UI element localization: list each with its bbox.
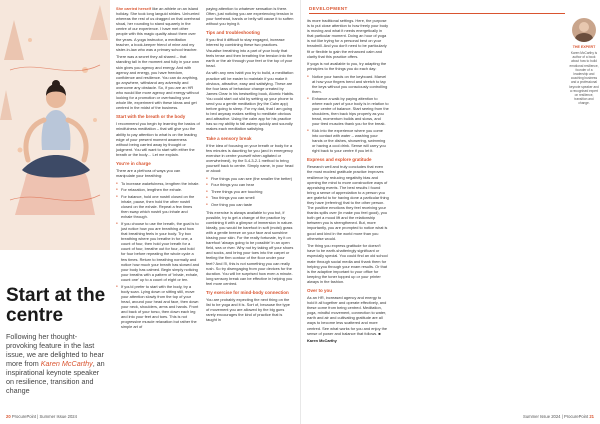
paragraph-text: like an athlete on an island holiday. She took long languid strides. Unhurried whereas the rest of us dragged on that overhead shoal, her rounding to stand squarely in the centre of our experience. I have met other people with this magic quality about them over the years. A yoga instructor, a meditation teacher, a book-keeper friend of mine and my sister-in-law who was a primary school teacher. (116, 6, 200, 52)
list-item: ● For balance, hold one nostril closed on the inhale, pause, then hold the other nostril closed on the exhale. Repeat a few times then swap which nostril you inhale and exhale through. (116, 194, 200, 219)
list-item: ● To increase wakefulness, lengthen the inhale. (116, 181, 200, 186)
body-paragraph (116, 168, 200, 178)
body-paragraph (307, 164, 389, 240)
subheading: Start with the breath or the body (116, 114, 186, 120)
list-item: ● Two things you can smell (206, 195, 294, 200)
article-column-4 (395, 18, 477, 398)
list-item: ● If you'd prefer to start with the body, try a body scan. Lying down or sitting still, move your attention slowly from the top of your head, around your head and face, then down your neck, shoulders, arms and hands. Front and back of your torso, then down each leg and into your feet and toes. This is not progressive muscle relaxation but rather the simple art of (116, 284, 200, 330)
expert-aside (569, 18, 599, 106)
right-page (300, 0, 600, 424)
meditating-woman-illustration (0, 0, 110, 250)
subheading: Over to you (307, 288, 333, 293)
paragraph-text: There was a secret they all shared – that standing tall in the moment and fully in your own skin gives you agency and energy. And with agency and energy, you have freedom, confidence and resilience. You can do anything, go anywhere, withstand any adversity and overcome any obstacle. So, if you are an HR who would like more agency and energy without looking for a promotion or overhauling your whole life, experiment with these ideas and get centred in the midst of the business. (116, 54, 200, 111)
hero-illustration (0, 0, 110, 250)
paragraph-text: There are a plethora of ways you can manipulate your breathing: (116, 168, 181, 179)
body-paragraph (307, 18, 389, 59)
list-item: ● Notice your hands on the keyboard. Marvel at how your fingers bend and stretch to tap the keys without you consciously controlling them. (307, 74, 389, 94)
list-item: ● For relaxation, lengthen the exhale. (116, 187, 200, 192)
article-column-2 (206, 6, 294, 400)
standfirst-text-end: , an inspirational keynote speaker on resilience, transition and change (6, 359, 105, 395)
subheading: You're in charge (116, 161, 151, 167)
paragraph-text: its more traditional settings. Here, the purpose is to put close attention to how freely your body is moving and what it needs energetically in that particular moment. Doing an hour of yoga is not like trying for a personal best on your treadmill. And you don't need to be particularly fit or flexible to gain the enhanced calm and clarity that this practice offers. (307, 18, 389, 59)
paragraph-text: If you find it difficult to stay engaged, increase interest by combining these two practices. Visualise breathing into a part of your body that feels tense and then breathing the tension into the earth or the air through your feet or the top of your head. (206, 37, 293, 68)
body-paragraph (116, 121, 200, 157)
list-item: ● Four things you can hear (206, 182, 294, 187)
publication-name: ProcurePoint (563, 414, 589, 419)
paragraph-text: As with any new habit you try to build, a meditation practice will be easier to maintain if you make it obvious, attractive, easy and satisfying. These are the four laws of behaviour change created by James Clear in his bestselling book, Atomic Habits. You could start out slid by setting up your phone to send you a gentle meditation (try the Calm app) before going to sleep. For my dad, that I am going to bed anyway makes setting to meditate obvious and attractive. Using the calm app for his practice has so my ability to fall asleep quickly and soundly makes each meditation satisfying. (206, 70, 294, 132)
subheading: Take a sensory break (206, 135, 252, 141)
body-paragraph (206, 297, 294, 322)
article-column-3 (307, 18, 389, 398)
body-paragraph (307, 61, 389, 71)
list-item: ● One thing you can taste (206, 202, 294, 207)
expert-avatar (572, 18, 596, 42)
body-paragraph (206, 143, 294, 174)
bullet-list (307, 74, 389, 153)
paragraph-text: If the idea of focusing on your breath or body for a few minutes is daunting for you (and in emergency exercise in centre yourself when agitated or overwhelmed), try the 5-4-3-2-1 method to bring yourself back to centre. Simply name, in your head or aloud: (206, 142, 294, 174)
standfirst-text-start: Following her thought-provoking feature in the last issue, we are delighted to hear more from (6, 332, 104, 368)
lead-in: She carried herself (116, 6, 152, 11)
paragraph-text: If yoga is not available to you, try adapting the principles to the things you do each day: (307, 61, 387, 72)
author-signature: Karen McCarthy (307, 338, 337, 344)
page-number: 21 (589, 414, 594, 419)
body-paragraph (116, 6, 200, 52)
subheading: Try exercise for mind-body connection (206, 290, 289, 295)
expert-bio: Karen McCarthy is author of a book about how to build emotional resilience, founder of a leadership and coaching business and a professional keynote speaker and a recognised expert on resilience, transition and change. (569, 51, 599, 106)
bullet-list (116, 181, 200, 330)
article-standfirst (6, 332, 108, 395)
list-item: ● Three things you are touching (206, 189, 294, 194)
article-title: Start at the centre (6, 285, 106, 326)
list-item: ● Enhance a walk by paying attention to where each part of your body is in relation to your centre of balance. Start seeing from the shoulders, then back hips properly as you tread, momentum builds and slows, and your tired muscles thank you for the break. (307, 96, 389, 127)
paragraph-text: Research well and truly concludes that even the most modest gratitude practice improves resilience by reducing negativity bias and opening the mind to more constructive ways of appraising events. The best results I found bring a sense of appreciation to a person you are grateful to for having done a particular thing they have (referring) that to the other person. The positive emotions they feel receiving your thanks spills over (in make you feel good), you both get a mood lift and the relationship between you is strengthened. But, more importantly, you are prompted to notice what is good and kind in the world more than you otherwise would. (307, 164, 389, 241)
article-column-5 (483, 18, 565, 398)
issue-date: Summer Issue 2024 (523, 414, 561, 419)
body-paragraph (307, 295, 389, 336)
list-item: ● Kick into the experience where you come into contact with water – washing your hands or the dishes, showering, swimming or having a cool drink. Sense will carry you right back to your centre if you let it. (307, 128, 389, 153)
subheading: Tips and troubleshooting (206, 30, 260, 36)
paragraph-text: You are probably expecting the next thing on the list to be yoga and it is. Sort of, because the type of movement you are allowed by the big guns rarely encourages the kind of practice that is taught in (206, 297, 290, 323)
author-name: Karen McCarthy (40, 359, 93, 368)
body-paragraph (206, 210, 294, 286)
section-rule (309, 13, 565, 14)
article-column-1 (116, 6, 200, 400)
paragraph-text: This exercise is always available to you but, if possible, try to get a change of the practice by combining it with a glimpse of immersion in nature. Ideally, you would be barefoot in soft (moist) grass with a gentle breeze on your face and sunshine kissing your skin. For the really fortunate, try it on barefoot 'always going to be possible' in an open field, sea or river. Why not try taking off your shoes and socks, and bring your toes into the carpet or feeling the firm contour of the floor under your feet? And I'll, this is not something you can really rush. So try disengaging from your devices for the duration. You will be surprised how even a minute-long sensory break can be effective in helping you feel more centred. (206, 209, 294, 286)
expert-heading: THE EXPERT (572, 45, 596, 49)
paragraph-text: The thing you express gratitude for doesn't have to be earth-shatteringly significant or especially special. You could find an old school mate through social media and thank them for helping you through your exam results. Or that is the adaptive important to your office for keeping the toner topped up or your printer always in the fashion. (307, 243, 388, 284)
folio-right: Summer Issue 2024 | ProcurePoint 21 (523, 414, 594, 419)
section-tag: DEVELOPMENT (309, 6, 348, 11)
bullet-list (206, 176, 294, 207)
body-paragraph (206, 37, 294, 68)
publication-name: ProcurePoint (11, 414, 37, 419)
subheading: Express and explore gratitude (307, 157, 372, 163)
list-item: ● If you choose to use the breath, the goal is to just notice how you are breathing and how that breathing feels in your body. Try box breathing where you breathe in for one, a count of four, then hold your breath for a count of four, breathe out for four, and hold for four before repeating the whole cycle a few times. Return to breathing normally and notice how much your breath has slowed and your body has calmed. Begin simply noticing your breaths with a pattern of 'inhale, exhale, count one' up to a count of eight or ten. (116, 221, 200, 282)
issue-date: Summer Issue 2024 (39, 414, 77, 419)
body-paragraph (307, 243, 389, 284)
body-paragraph (206, 70, 294, 131)
body-paragraph (206, 6, 294, 26)
page-number: 20 (6, 414, 11, 419)
body-paragraph (116, 54, 200, 110)
folio-left: 20 ProcurePoint | Summer Issue 2024 (6, 414, 77, 419)
paragraph-text: I recommend you begin by learning the basics of mindfulness meditation – that will give you the ability to pay attention to what is on the leading edge of your present moment awareness without being carried away by thought or judgment. You will want to start with either the breath or the body… Let me explain. (116, 121, 200, 157)
list-item: ● Five things you can see (the smaller the better) (206, 176, 294, 181)
paragraph-text: paying attention to whatever sensation is there. Often, just noticing you are experiencing tension in your forehead, hands or belly will cause it to soften without you trying it. (206, 6, 294, 27)
paragraph-text: As an HR, increased agency and energy to hold it all together and operate effectively, and these come from being centred. Meditation, yoga, mindful movement, connection to water, earth and air and cultivating gratitude are all ways to become less scattered and more centred. See what works for you and enjoy the sense of power and balance that follows. ■ (307, 295, 388, 336)
